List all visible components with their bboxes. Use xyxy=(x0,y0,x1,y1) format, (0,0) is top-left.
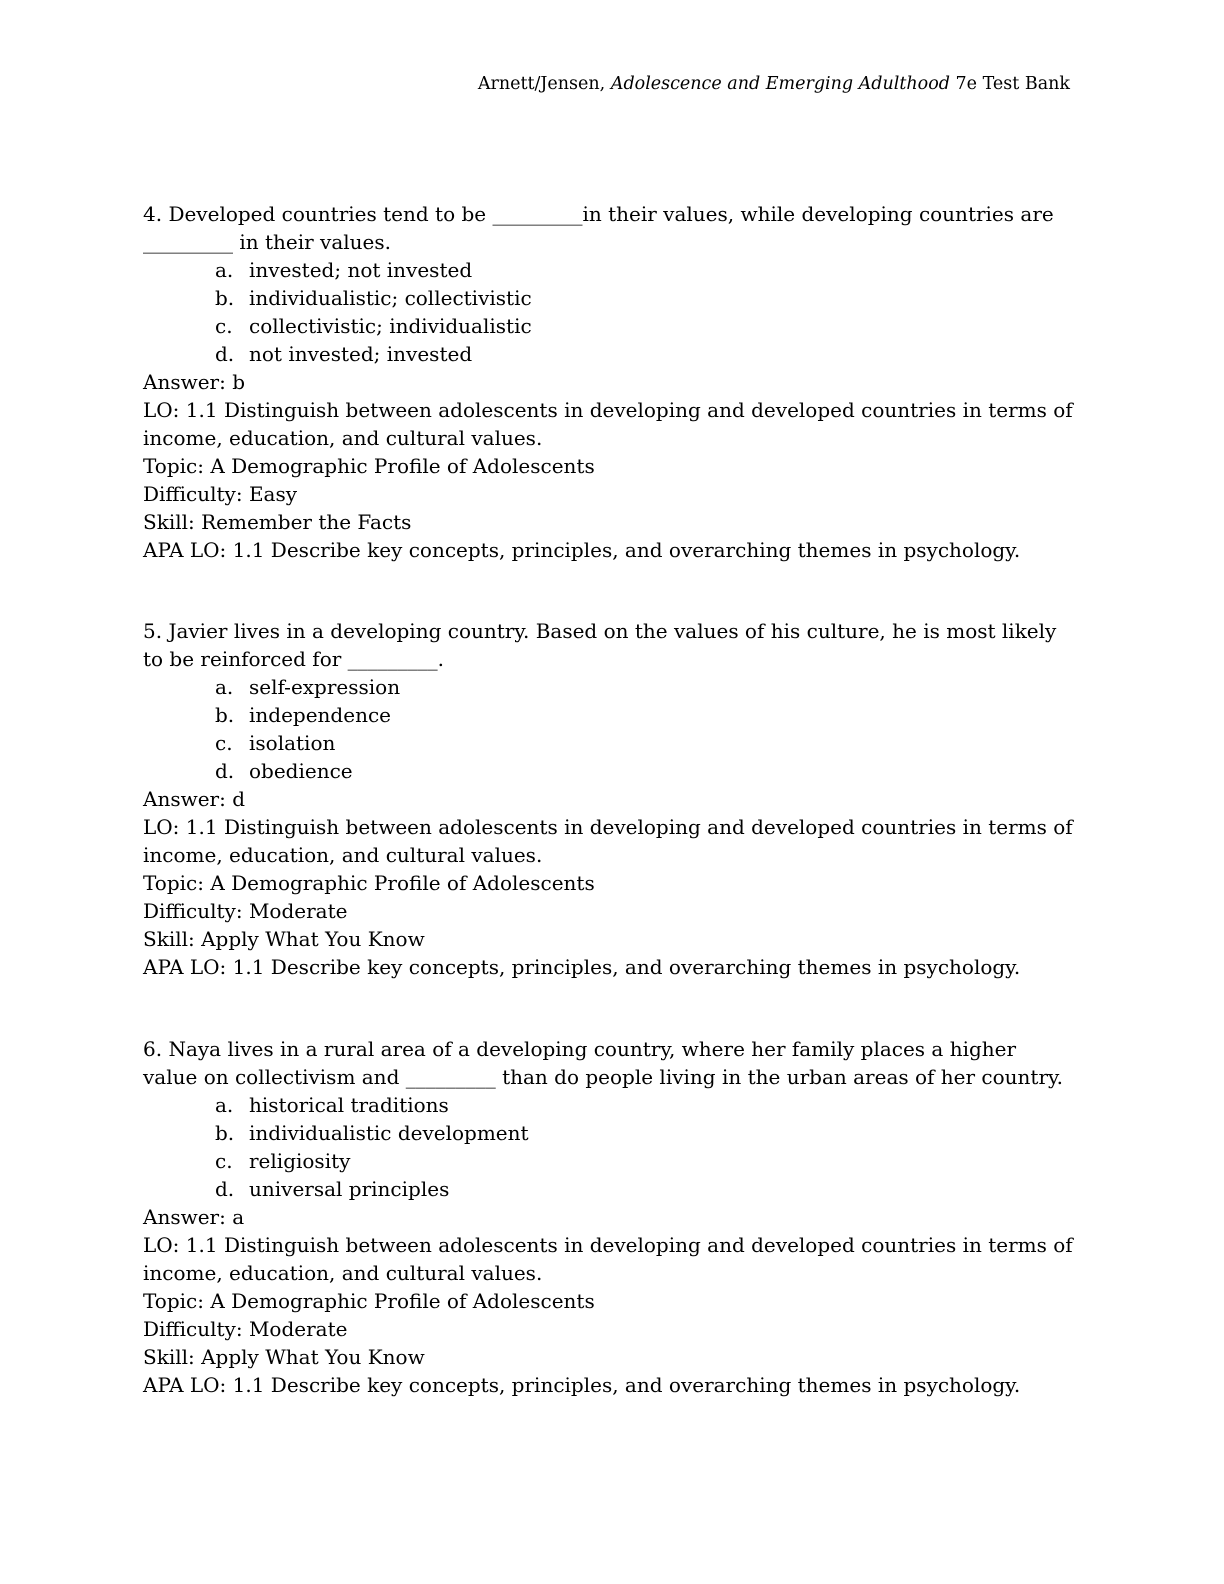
option-letter: a. xyxy=(215,1093,234,1117)
option-letter: d. xyxy=(215,759,235,783)
option-letter: a. xyxy=(215,675,234,699)
option-text: religiosity xyxy=(249,1149,351,1173)
topic-line: Topic: A Demographic Profile of Adolescents xyxy=(143,871,595,895)
skill-line: Skill: Apply What You Know xyxy=(143,927,425,951)
option-text: individualistic; collectivistic xyxy=(249,286,532,310)
question-metadata xyxy=(143,785,1073,981)
difficulty-line: Difficulty: Moderate xyxy=(143,899,348,923)
option-letter: c. xyxy=(215,1149,233,1173)
skill-line: Skill: Apply What You Know xyxy=(143,1345,425,1369)
option-letter: b. xyxy=(215,286,235,310)
question-stem: 4. Developed countries tend to be _________in their values, while developing countries are _________ in their values. xyxy=(143,202,1061,254)
option-item xyxy=(143,340,1073,368)
answer-line: Answer: d xyxy=(143,787,246,811)
option-text: independence xyxy=(249,703,391,727)
option-text: invested; not invested xyxy=(249,258,473,282)
question-block xyxy=(143,1035,1073,1399)
skill-line: Skill: Remember the Facts xyxy=(143,510,412,534)
option-item xyxy=(143,701,1073,729)
option-item xyxy=(143,312,1073,340)
option-text: universal principles xyxy=(249,1177,450,1201)
answer-line: Answer: b xyxy=(143,370,246,394)
option-text: not invested; invested xyxy=(249,342,473,366)
option-letter: d. xyxy=(215,342,235,366)
option-letter: b. xyxy=(215,703,235,727)
question-metadata xyxy=(143,368,1073,564)
learning-objective: LO: 1.1 Distinguish between adolescents in developing and developed countries in terms of income, education, and cultural values. xyxy=(143,1233,1073,1285)
running-header xyxy=(478,70,1070,98)
apa-lo-line: APA LO: 1.1 Describe key concepts, principles, and overarching themes in psychology. xyxy=(143,1373,1021,1397)
question-metadata xyxy=(143,1203,1073,1399)
option-text: self-expression xyxy=(249,675,401,699)
option-letter: a. xyxy=(215,258,234,282)
option-item xyxy=(143,1091,1073,1119)
learning-objective: LO: 1.1 Distinguish between adolescents in developing and developed countries in terms of income, education, and cultural values. xyxy=(143,398,1073,450)
apa-lo-line: APA LO: 1.1 Describe key concepts, principles, and overarching themes in psychology. xyxy=(143,538,1021,562)
option-letter: b. xyxy=(215,1121,235,1145)
header-suffix: 7e Test Bank xyxy=(955,74,1070,94)
option-item xyxy=(143,757,1073,785)
option-list xyxy=(143,1091,1073,1203)
option-text: collectivistic; individualistic xyxy=(249,314,532,338)
option-text: historical traditions xyxy=(249,1093,449,1117)
topic-line: Topic: A Demographic Profile of Adolescents xyxy=(143,454,595,478)
option-list xyxy=(143,256,1073,368)
option-item xyxy=(143,284,1073,312)
option-item xyxy=(143,1147,1073,1175)
option-item xyxy=(143,256,1073,284)
option-text: obedience xyxy=(249,759,353,783)
option-item xyxy=(143,673,1073,701)
header-book-title: Adolescence and Emerging Adulthood xyxy=(610,74,950,94)
topic-line: Topic: A Demographic Profile of Adolescents xyxy=(143,1289,595,1313)
difficulty-line: Difficulty: Easy xyxy=(143,482,298,506)
option-text: isolation xyxy=(249,731,336,755)
learning-objective: LO: 1.1 Distinguish between adolescents in developing and developed countries in terms of income, education, and cultural values. xyxy=(143,815,1073,867)
option-list xyxy=(143,673,1073,785)
question-block xyxy=(143,200,1073,564)
option-letter: d. xyxy=(215,1177,235,1201)
apa-lo-line: APA LO: 1.1 Describe key concepts, principles, and overarching themes in psychology. xyxy=(143,955,1021,979)
header-authors: Arnett/Jensen, xyxy=(477,74,606,94)
option-letter: c. xyxy=(215,731,233,755)
question-block xyxy=(143,617,1073,981)
answer-line: Answer: a xyxy=(143,1205,245,1229)
option-item xyxy=(143,1175,1073,1203)
option-item xyxy=(143,1119,1073,1147)
option-item xyxy=(143,729,1073,757)
difficulty-line: Difficulty: Moderate xyxy=(143,1317,348,1341)
question-stem: 5. Javier lives in a developing country. Based on the values of his culture, he is most likely to be reinforced for _________. xyxy=(143,619,1063,671)
question-stem: 6. Naya lives in a rural area of a developing country, where her family places a higher value on collectivism and _________ than do people living in the urban areas of her country. xyxy=(143,1037,1064,1089)
option-letter: c. xyxy=(215,314,233,338)
option-text: individualistic development xyxy=(249,1121,529,1145)
